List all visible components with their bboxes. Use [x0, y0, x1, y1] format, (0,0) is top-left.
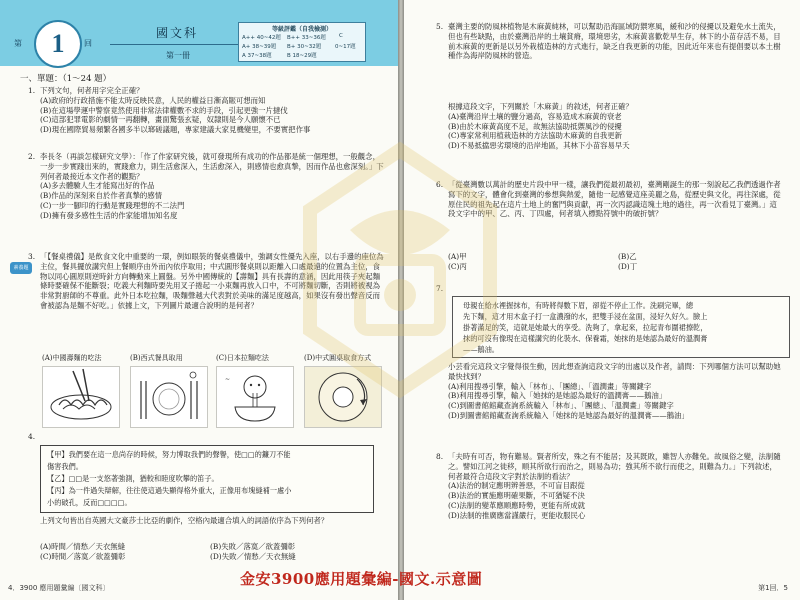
option-c[interactable]: (C)專家常利用植栽造林的方法協助木麻黃的自我更新	[448, 131, 623, 141]
option-b[interactable]: (B)失敗／落寞／欲蓋彌彰	[210, 542, 296, 551]
score-cell: C	[339, 33, 343, 39]
ramen-slurping-illustration	[216, 366, 294, 428]
option-c[interactable]: (C)丙	[448, 261, 467, 271]
subject-title: 國文科	[155, 26, 198, 40]
option-b[interactable]: (B)利用搜尋引擎，輸入「她抹的是她認為最好的溫潤膏——鵝油」	[448, 391, 667, 401]
quote-line: 【丙】為一件過失辯解，往往使這過失顯得格外重大，正像用布塊縫補一處小	[47, 486, 292, 495]
passage-line: ——鵝油。	[463, 345, 499, 354]
question-2: 2. 李長冬（再談怎樣研究文學）：「作了作家研究後，就可發現所有成功的作品都是統一個理想，一般觀念，一步一步實踐出來的，實踐愈力，則生活愈深入，生活愈深入，則感情也愈真摯，因而作品也愈深刻。」下列何者最接近本文作者的觀點？ (A)多去體驗人生才能寫出好的作品 (B)作品的深刻來自於作者真摯的感情 (C)一步一腳印的行動是實踐理想的不二法門 (D)擁有發多感性生活的作家能增加知名度	[28, 152, 384, 220]
score-cell: B+ 30~32題	[287, 44, 322, 50]
title-divider	[110, 44, 244, 45]
score-cell: A+ 38~39題	[242, 44, 277, 50]
option-c[interactable]: (C)這部犯罪電影的劇情一再翻轉，畫面驚張玄疑，奴隸則是今人願懷不已	[40, 115, 281, 125]
option-b[interactable]: (B)作品的深刻來自於作者真摯的感情	[40, 191, 163, 201]
right-page: 5. 臺灣主要的防風林植物是木麻黃純林，可以幫助沿海區域防禦寒風，緩和沙的侵擾以及避免水土流失，但也有些缺點，由於臺灣沿岸的土壤貧瘠，環境惡劣，木麻黃喜歡乾旱生存，林下的小苗存活不易，目前木麻黃的更新是以另外栽植造林的方式進行，缺乏自我更新的功能，因此近年來也有提倡要以本土樹種作為海岸防風林的營造。 根據這段文字，下列關於「木麻黃」的敘述，何者正確？ (A)臺灣沿岸土壤的鹽分過高，容易造成木麻黃的衰老 (B)由於木麻黃高度不足，故無法協助抵禦風沙的侵擾 (C)專家常利用植栽造林的方法協助木麻黃的自我更新 (D)不易抵擋惡劣環境的沿岸地區，其林下小苗容易早夭 6. 「從臺灣數以萬計的歷史片段中甲一樣，讓我們從最初最初，臺灣剛誕生的那一刻說起乙我們透過作者寫下的文字，體會化到臺灣的參想與熱愛，隨他一起感覺這座美麗之島，從歷史與文化，再往深處，從原住民的祖先起在這片土地上的奮鬥與貢獻，再一次丙認識這塊土地的過往，再一次看見丁臺灣。」這段文字中的甲、乙、丙、丁四處，何者填入標點符號中的破折號？ (A)甲 (C)丙 (B)乙 (D)丁 7. 母親在給水裡握抹布，有時將得數下眉，卻從不停止工作。洗刷完畢，總 先下麵，這才用木盒子打一盒濃潑的水，把雙手浸在盆面，浸好久好久。臉上 掛著滿足的笑，這就是她最大的享受。洗夠了，拿起來，拉起青布圍裙擦乾， 抹的可沒有像現在這樣講究的化裝水、保養霜，她抹的是她認為最好的溫潤膏 ——鵝油。 小芸看完這段文字覺得很生動，因此想查詢這段文字的出處以及作者，請問：下列哪個方法可以幫助她最快找到？ (A)利用搜尋引擎，輸入「林布」、「團總」、「溫潤畫」等關鍵字 (B)利用搜尋引擎，輸入「她抹的是她認為最好的溫潤膏——鵝油」 (C)到圖書館館藏查詢系統輸入「林布」、「團總」、「溫潤畫」等關鍵字 (D)到圖書館館藏查詢系統輸入「她抹的是她認為最好的溫潤膏——鵝油」 8. 「夫時有可否，物有難易。賢者所安，殊之有不能居；及其既敗，雖智人亦難免。故風俗之變，法制隨之。譬如江河之徙移，順其所欲行而治之，則易為功；強其所不欲行而使之，則難為力。」下列敘述，何者最符合這段文字對於法制的看法？ (A)法治的制定應明辨善惡，不可盲目跟從 (B)法治的實施應明確果斷，不可猶疑不決 (C)法制的變革應順應時勢，更能有所成就 (D)法制的推廣應當謹嚴行，更能收服民心 第1回．5	[404, 0, 800, 600]
option-a[interactable]: (A)政府的行政措施不能太時反映民意，人民的權益日漸高賑可想而知	[40, 95, 266, 105]
question-stem: 「夫時有可否，物有難易。賢者所安，殊之有不能居；及其既敗，雖智人亦難免。故風俗之變，法制隨之。譬如江河之徙移，順其所欲行而治之，則易為功；強其所不欲行而使之，則難為力。」下列敘述，何者最符合這段文字對於法制的看法？	[448, 452, 781, 481]
option-c[interactable]: (C)法制的變革應順應時勢，更能有所成就	[448, 500, 586, 510]
score-table	[238, 22, 366, 62]
option-d[interactable]: (D)丁	[618, 261, 638, 271]
question-6-options-left	[448, 252, 618, 272]
option-d[interactable]: (D)法制的推廣應當謹嚴行，更能收服民心	[448, 510, 586, 520]
watermark-caption: 金安3900應用題彙編-國文.示意圖	[240, 570, 483, 588]
option-b[interactable]: (B)法治的實施應明確果斷，不可猶疑不決	[448, 491, 585, 501]
passage-line: 抹的可沒有像現在這樣講究的化裝水、保養霜，她抹的是她認為最好的溫潤膏	[463, 334, 708, 343]
question-6-options-right	[618, 252, 778, 272]
section-title: 一、單題：（1～24 題）	[20, 74, 112, 84]
option-a[interactable]: (A)時間／情愁／天衣無縫	[40, 542, 126, 551]
option-b[interactable]: (B)由於木麻黃高度不足，故無法協助抵禦風沙的侵擾	[448, 121, 622, 131]
question-5-follow	[448, 102, 784, 151]
question-1: 1. 下列文句，何者用字完全正確？ (A)政府的行政措施不能太時反映民意，人民的權益日漸高賑可想而知 (B)在這場學運中警察竟然使用非常法律權數不求的手段，引起更強一片撻伐 (C)這部犯罪電影的劇情一再翻轉，畫面驚張玄疑，奴隸則是今人願懷不已 (D)現在國際貿易頻繁各國多半以瑯磋議題，專家建議大家見機變里，不要實把作事	[40, 86, 385, 135]
option-a[interactable]: (A)中國壽麵的吃法	[42, 354, 102, 362]
question-prompt: 小芸看完這段文字覺得很生動，因此想查詢這段文字的出處以及作者，請問：下列哪個方法可以幫助她最快找到？	[448, 362, 781, 381]
score-cell: B++ 33~36題	[287, 35, 326, 41]
option-d[interactable]: (D)擁有發多感性生活的作家能增加知名度	[40, 210, 178, 220]
quote-line: 【甲】我們要在這一息尚存的時候，努力博取我們的聲譽，使□□的鐮刀不能	[47, 450, 291, 459]
option-d[interactable]: (D)中式圓桌取食方式	[304, 354, 372, 362]
question-stem: 上列文句皆出自英國大文豪莎士比亞的劇作，空格內最適合填入的詞語依序為下列何者？	[40, 516, 329, 525]
score-cell: A 37~38題	[242, 53, 272, 59]
option-a[interactable]: (A)甲	[448, 252, 467, 261]
option-a[interactable]: (A)利用搜尋引擎，輸入「林布」、「團總」、「溫潤畫」等關鍵字	[448, 381, 652, 391]
unit-prefix: 第	[14, 39, 22, 48]
option-d[interactable]: (D)不易抵擋惡劣環境的沿岸地區，其林下小苗容易早夭	[448, 141, 630, 151]
option-a[interactable]: (A)臺灣沿岸土壤的鹽分過高，容易造成木麻黃的衰老	[448, 111, 622, 121]
question-stem: 下列文句，何者用字完全正確？	[40, 86, 144, 95]
option-c[interactable]: (C)到圖書館館藏查詢系統輸入「林布」、「團總」、「溫潤畫」等關鍵字	[448, 401, 674, 411]
option-d[interactable]: (D)到圖書館館藏查詢系統輸入「她抹的是她認為最好的溫潤膏——鵝油」	[448, 410, 689, 420]
score-cell: 0~17題	[335, 44, 356, 50]
literacy-flag: 素養題	[10, 262, 32, 274]
western-cutlery-illustration	[130, 366, 208, 428]
option-c[interactable]: (C)日本拉麵吃法	[216, 354, 269, 362]
option-b[interactable]: (B)乙	[618, 252, 637, 261]
unit-number-badge: 1	[34, 20, 82, 68]
svg-text:~: ~	[225, 376, 231, 383]
question-stem: 「【餐桌禮儀】是飲食文化中重要的一環，例如眼裝的餐桌禮儀中，強調女性優先入座，以右手邊的座位為主位，餐具擺放講究但上餐順序由外而內依序取用；中式圓形餐桌則以距離入口處最遠的位置為主位，食物以同心圓原則逆時針方向轉動來上圓盤。另外中國傳統的【壽麵】具有長壽的意涵，因此用筷子夾起麵條時要確保不能斷裂；吃義大利麵時要先用叉子捲起一小束麵再放入口中，不可將麵切斷，否則將被視為非常對廚師的不尊重。此外日本吃拉麵，吸麵聲越大代表對於美味的滿足度越高，如果沒有發出聲音反而會被認為是麵不好吃。」依據上文，下列圖片最適合說明的是何者？	[40, 252, 384, 310]
unit-suffix: 回	[84, 39, 92, 48]
passage-line: 掛著滿足的笑，這就是她最大的享受。洗夠了，拿起來，拉起青布圍裙擦乾，	[463, 323, 708, 332]
passage-line: 母親在給水裡握抹布，有時將得數下眉，卻從不停止工作。洗刷完畢，總	[463, 301, 694, 310]
right-page-footer: 第1回．5	[758, 584, 788, 592]
option-a[interactable]: (A)法治的制定應明辨善惡，不可盲目跟從	[448, 481, 585, 491]
round-table-illustration	[304, 366, 382, 428]
quote-line: 【乙】□□是一支悠著強測，猶較和睦度吹攀的笛子。	[47, 474, 219, 483]
left-page: 第 1 回 國文科 第一冊 等級評鑑（自我檢測） A++ 40~42題 B++ 33~36題 C A+ 38~39題 B+ 30~32題 0~17題 A 37~38題 B 18~29題 一、單題：（1～24 題） 1. 下列文句，何者用字完全正確？ (A)政府的行政措施不能太時反映民意，人民的權益日漸高賑可想而知 (B)在這場學運中警察竟然使用非常法律權數不求的手段，引起更強一片撻伐 (C)這部犯罪電影的劇情一再翻轉，畫面驚張玄疑，奴隸則是今人願懷不已 (D)現在國際貿易頻繁各國多半以瑯磋議題，專家建議大家見機變里，不要實把作事 2. 李長冬（再談怎樣研究文學）：「作了作家研究後，就可發現所有成功的作品都是統一個理想，一般觀念，一步一步實踐出來的，實踐愈力，則生活愈深入，生活愈深入，則感情也愈真摯，因而作品也愈深刻。」下列何者最接近本文作者的觀點？ (A)多去體驗人生才能寫出好的作品 (B)作品的深刻來自於作者真摯的感情 (C)一步一腳印的行動是實踐理想的不二法門 (D)擁有發多感性生活的作家能增加知名度 素養題 3. 「【餐桌禮儀】是飲食文化中重要的一環，例如眼裝的餐桌禮儀中，強調女性優先入座，以右手邊的座位為主位，餐具擺放講究但上餐順序由外而內依序取用；中式圓形餐桌則以距離入口處最遠的位置為主位，食物以同心圓原則逆時針方向轉動來上圓盤。另外中國傳統的【壽麵】具有長壽的意涵，因此用筷子夾起麵條時要確保不能斷裂；吃義大利麵時要先用叉子捲起一小束麵再放入口中，不可將麵切斷，否則將被視為非常對廚師的不尊重。此外日本吃拉麵，吸麵聲越大代表對於美味的滿足度越高，如果沒有發出聲音反而會被認為是麵不好吃。」依據上文，下列圖片最適合說明的是何者？ (A)中國壽麵的吃法 (B)西式餐具取用 (C)日本拉麵吃法 (D)中式圓桌取食方式 ~ 4. 【甲】我們要在這一息尚存的時候，努力博取我們的聲譽，使□□的鐮刀不能 傷害我們。 【乙】□□是一支悠著強測，猶較和睦度吹攀的笛子。 【丙】為一件過失辯解，往往使這過失顯得格外重大，正像用布塊縫補一處小 小的破孔，反而□□□□。 上列文句皆出自英國大文豪莎士比亞的劇作，空格內最適合填入的詞語依序為下列何者？ (A)時間／情愁／天衣無縫 (C)時間／落寞／欲蓋彌彰 (B)失敗／落寞／欲蓋彌彰 (D)失敗／情愁／天衣無縫 4．3900 應用題彙編〔國文科〕	[0, 0, 398, 600]
question-4-options-left	[40, 542, 210, 562]
option-d[interactable]: (D)現在國際貿易頻繁各國多半以瑯磋議題，專家建議大家見機變里，不要實把作事	[40, 125, 311, 135]
question-5: 5. 臺灣主要的防風林植物是木麻黃純林，可以幫助沿海區域防禦寒風，緩和沙的侵擾以及避免水土流失，但也有些缺點，由於臺灣沿岸的土壤貧瘠，環境惡劣，木麻黃喜歡乾旱生存，林下的小苗存活不易，目前木麻黃的更新是以另外栽植造林的方式進行，缺乏自我更新的功能，因此近年來也有提倡要以本土樹種作為海岸防風林的營造。	[436, 22, 781, 61]
score-title: 等級評鑑（自我檢測）	[271, 26, 332, 33]
question-4-options-right	[210, 542, 380, 562]
quote-line: 傷害我們。	[47, 462, 83, 471]
option-c[interactable]: (C)時間／落寞／欲蓋彌彰	[40, 551, 126, 561]
question-7-follow	[448, 362, 784, 421]
question-stem: 李長冬（再談怎樣研究文學）：「作了作家研究後，就可發現所有成功的作品都是統一個理想，一般觀念，一步一步實踐出來的，實踐愈力，則生活愈深入，生活愈深入，則感情也愈真摯，因而作品也愈深刻。」下列何者最接近本文作者的觀點？	[40, 152, 384, 181]
score-cell: B 18~29題	[287, 53, 317, 59]
question-3: 3. 「【餐桌禮儀】是飲食文化中重要的一環，例如眼裝的餐桌禮儀中，強調女性優先入座，以右手邊的座位為主位，餐具擺放講究但上餐順序由外而內依序取用；中式圓形餐桌則以距離入口處最遠的位置為主位，食物以同心圓原則逆時針方向轉動來上圓盤。另外中國傳統的【壽麵】具有長壽的意涵，因此用筷子夾起麵條時要確保不能斷裂；吃義大利麵時要先用叉子捲起一小束麵再放入口中，不可將麵切斷，否則將被視為非常對廚師的不尊重。此外日本吃拉麵，吸麵聲越大代表對於美味的滿足度越高，如果沒有發出聲音反而會被認為是麵不好吃。」依據上文，下列圖片最適合說明的是何者？	[28, 252, 384, 310]
volume-label: 第一冊	[166, 51, 190, 60]
question-4	[40, 516, 385, 526]
quote-line: 小的破孔，反而□□□□。	[47, 498, 132, 507]
question-stem: 「從臺灣數以萬計的歷史片段中甲一樣，讓我們從最初最初，臺灣剛誕生的那一刻說起乙我們透過作者寫下的文字，體會化到臺灣的參想與熱愛，隨他一起感覺這座美麗之島，從歷史與文化，再往深處，從原住民的祖先起在這片土地上的奮鬥與貢獻，再一次丙認識這塊土地的過往，再一次看見丁臺灣。」這段文字中的甲、乙、丙、丁四處，何者填入標點符號中的破折號？	[448, 180, 781, 219]
passage-box	[452, 296, 790, 358]
question-prompt: 根據這段文字，下列關於「木麻黃」的敘述，何者正確？	[448, 102, 633, 111]
option-c[interactable]: (C)一步一腳印的行動是實踐理想的不二法門	[40, 200, 185, 210]
left-page-footer: 4．3900 應用題彙編〔國文科〕	[8, 584, 110, 592]
question-8: 8. 「夫時有可否，物有難易。賢者所安，殊之有不能居；及其既敗，雖智人亦難免。故風俗之變，法制隨之。譬如江河之徙移，順其所欲行而治之，則易為功；強其所不欲行而使之，則難為力。」下列敘述，何者最符合這段文字對於法制的看法？ (A)法治的制定應明辨善惡，不可盲目跟從 (B)法治的實施應明確果斷，不可猶疑不決 (C)法制的變革應順應時勢，更能有所成就 (D)法制的推廣應當謹嚴行，更能收服民心	[448, 452, 784, 520]
question-stem: 臺灣主要的防風林植物是木麻黃純林，可以幫助沿海區域防禦寒風，緩和沙的侵擾以及避免水土流失，但也有些缺點，由於臺灣沿岸的土壤貧瘠，環境惡劣，木麻黃喜歡乾旱生存，林下的小苗存活不易，目前木麻黃的更新是以另外栽植造林的方式進行，缺乏自我更新的功能，因此近年來也有提倡要以本土樹種作為海岸防風林的營造。	[448, 22, 781, 61]
quote-box	[40, 445, 374, 513]
passage-line: 先下麵，這才用木盒子打一盒濃潑的水，把雙手浸在盆面，浸好久好久。臉上	[463, 312, 708, 321]
noodle-chopsticks-illustration	[42, 366, 120, 428]
score-cell: A++ 40~42題	[242, 35, 281, 41]
option-b[interactable]: (B)在這場學運中警察竟然使用非常法律權數不求的手段，引起更強一片撻伐	[40, 105, 288, 115]
option-b[interactable]: (B)西式餐具取用	[130, 354, 183, 362]
option-d[interactable]: (D)失敗／情愁／天衣無縫	[210, 551, 296, 561]
question-6: 6. 「從臺灣數以萬計的歷史片段中甲一樣，讓我們從最初最初，臺灣剛誕生的那一刻說起乙我們透過作者寫下的文字，體會化到臺灣的參想與熱愛，隨他一起感覺這座美麗之島，從歷史與文化，再往深處，從原住民的祖先起在這片土地上的奮鬥與貢獻，再一次丙認識這塊土地的過往，再一次看見丁臺灣。」這段文字中的甲、乙、丙、丁四處，何者填入標點符號中的破折號？	[436, 180, 781, 219]
option-a[interactable]: (A)多去體驗人生才能寫出好的作品	[40, 181, 155, 191]
